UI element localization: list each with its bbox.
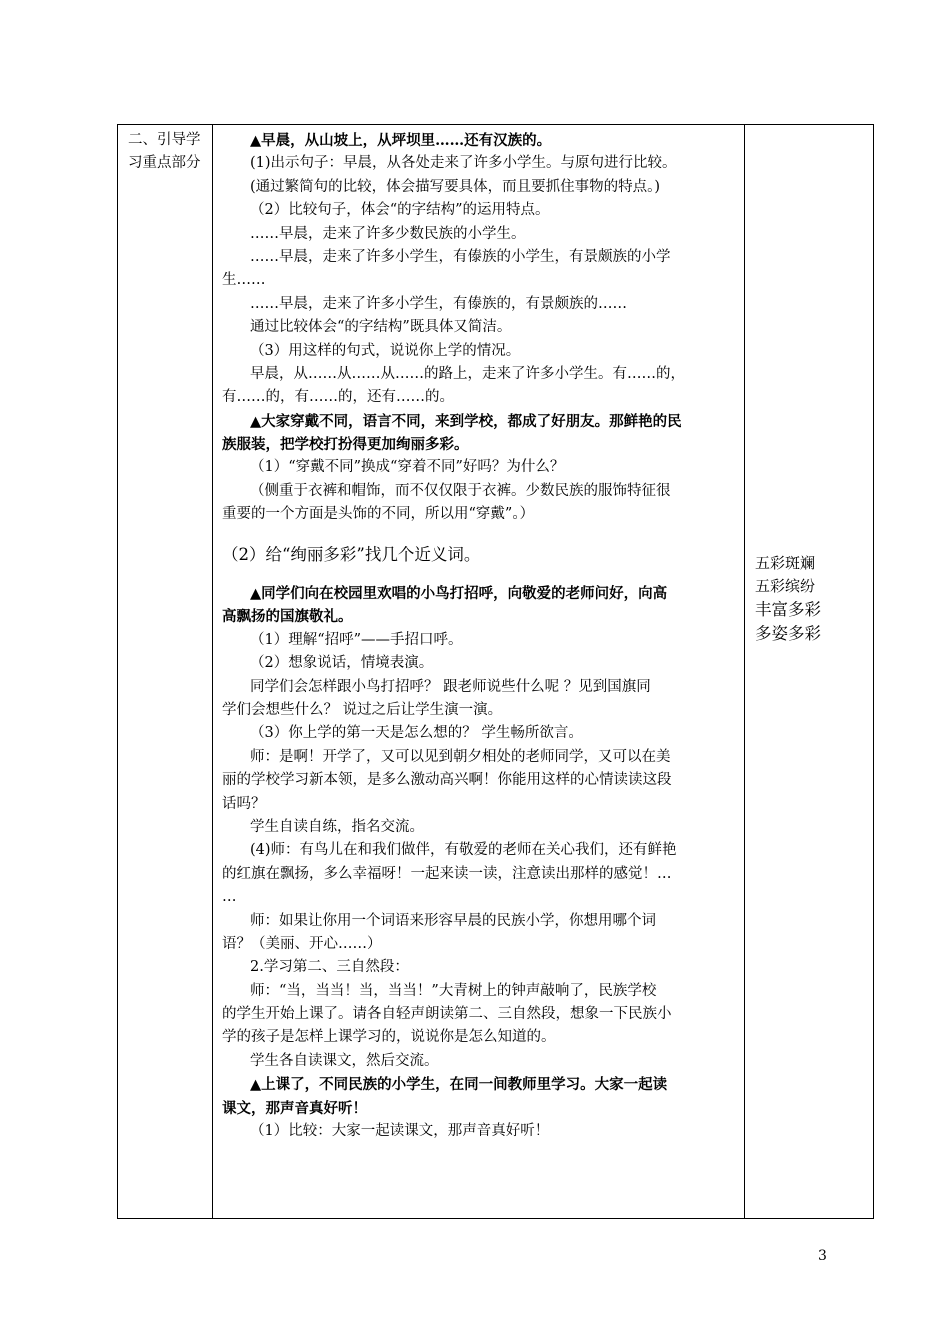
content-line: 话吗？ [222,795,266,812]
table-border-right [873,124,874,1219]
content-line: （1）理解“招呼”——手招口呼。 [250,631,463,648]
content-line: 课文，那声音真好听！ [222,1099,367,1117]
content-line: ……早晨，走来了许多小学生，有傣族的，有景颇族的…… [250,295,627,312]
side-notes [755,552,855,646]
content-line: （3）你上学的第一天是怎么想的？ 学生畅所欲言。 [250,725,583,742]
content-line: (1)出示句子：早晨，从各处走来了许多小学生。与原句进行比较。 [250,155,677,172]
content-line: 师：“当，当当！当，当当！”大青树上的钟声敲响了，民族学校 [250,982,657,999]
content-line: 语？（美丽、开心……） [222,935,382,952]
content-line: 学的孩子是怎样上课学习的，说说你是怎么知道的。 [222,1029,556,1046]
content-line: 族服装，把学校打扮得更加绚丽多彩。 [222,436,469,454]
content-line: （3）用这样的句式，说说你上学的情况。 [250,342,521,359]
content-line: （2）比较句子，体会“的字结构”的运用特点。 [250,202,550,219]
section-label: 二、引导学习重点部分 [128,132,201,172]
content-line: 2.学习第二、三自然段： [250,959,409,976]
content-line: 高飘扬的国旗敬礼。 [222,608,353,626]
spacer [222,566,740,582]
content-line: 师：是啊！开学了，又可以见到朝夕相处的老师同学，又可以在美 [250,748,671,765]
content-line: 学们会想些什么？ 说过之后让学生演一演。 [222,701,503,718]
content-line: （2）给“绚丽多彩”找几个近义词。 [222,544,481,564]
content-line: （侧重于衣裤和帽饰，而不仅仅限于衣裤。少数民族的服饰特征很 [250,482,671,499]
content-line: 学生自读自练，指名交流。 [250,818,424,835]
side-word: 五彩缤纷 [755,577,816,595]
content-line: 同学们会怎样跟小鸟打招呼？ 跟老师说些什么呢 ？见到国旗同 [250,678,651,695]
content-line: 丽的学校学习新本领，是多么激动高兴啊！你能用这样的心情读读这段 [222,772,672,789]
content-line: (通过繁简句的比较，体会描写要具体，而且要抓住事物的特点。) [250,178,661,195]
content-line: … [222,889,237,906]
table-border-bottom [117,1218,874,1219]
content-line: 有……的，有……的，还有……的。 [222,389,454,406]
content-line: （2）想象说话，情境表演。 [250,655,434,672]
side-word: 多姿多彩 [755,624,821,643]
side-word: 丰富多彩 [755,600,821,619]
content-line: ▲早晨，从山坡上，从坪坝里……还有汉族的。 [250,132,552,149]
content-line: 早晨，从……从……从……的路上，走来了许多小学生。有……的， [250,365,685,382]
content-line: ▲大家穿戴不同，语言不同，来到学校，都成了好朋友。那鲜艳的民 [250,412,682,430]
content-line: (4)师：有鸟儿在和我们做伴，有敬爱的老师在关心我们，还有鲜艳 [250,842,677,859]
content-line: 的红旗在飘扬，多么幸福呀！一起来读一读，注意读出那样的感觉！… [222,865,672,882]
content-line: 的学生开始上课了。请各自轻声朗读第二、三自然段，想象一下民族小 [222,1006,672,1023]
content-line: ▲上课了，不同民族的小学生，在同一间教师里学习。大家一起读 [250,1076,668,1094]
column-divider-2 [744,124,745,1219]
content-line: （1）“穿戴不同”换成“穿着不同”好吗？为什么？ [250,459,565,476]
content-line: 通过比较体会“的字结构”既具体又简洁。 [250,319,512,336]
content-line: 重要的一个方面是头饰的不同，所以用“穿戴”。） [222,506,535,523]
column-divider-1 [212,124,213,1219]
side-word: 五彩斑斓 [755,554,816,572]
content-line: （1）比较：大家一起读课文，那声音真好听！ [250,1123,550,1140]
main-content [222,129,740,1143]
table-border-top [117,124,874,125]
content-line: 师：如果让你用一个词语来形容早晨的民族小学，你想用哪个词 [250,912,656,929]
content-line: 生…… [222,272,266,289]
content-line: 学生各自读课文，然后交流。 [250,1052,439,1069]
content-line: ……早晨，走来了许多少数民族的小学生。 [250,225,526,242]
spacer [222,527,740,543]
page-number: 3 [818,1248,827,1264]
content-line: ……早晨，走来了许多小学生，有傣族的小学生，有景颇族的小学 [250,248,671,265]
content-line: ▲同学们向在校园里欢唱的小鸟打招呼，向敬爱的老师问好，向高 [250,585,668,603]
table-border-left [117,124,118,1219]
